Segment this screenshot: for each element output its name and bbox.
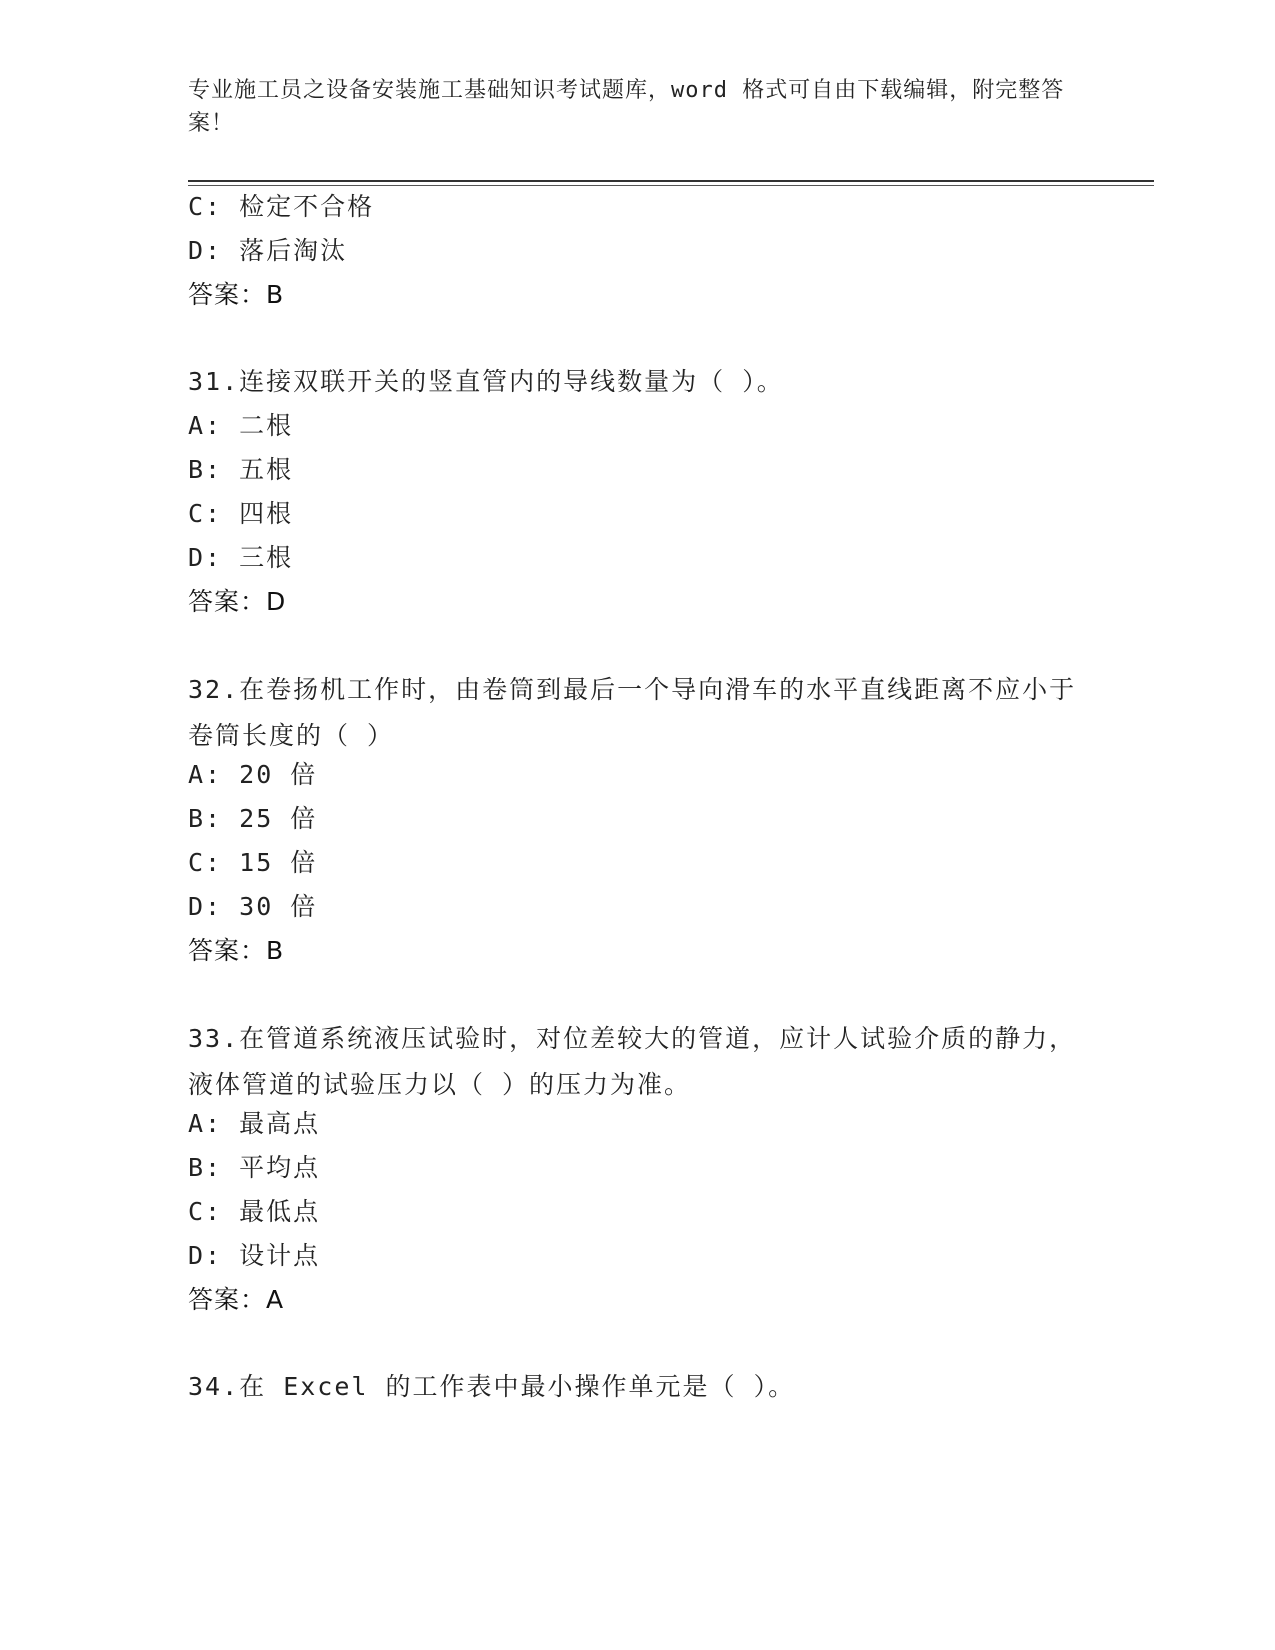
option-d: D: 落后淘汰	[188, 236, 348, 265]
question-stem: 34.在 Excel 的工作表中最小操作单元是（ ）。	[188, 1372, 796, 1401]
option-d: D: 三根	[188, 543, 294, 572]
answer: 答案：B	[188, 936, 285, 965]
option-d: D: 30 倍	[188, 892, 318, 921]
option-b: B: 25 倍	[188, 804, 318, 833]
option-a: A: 最高点	[188, 1109, 321, 1138]
option-c: C: 最低点	[188, 1197, 321, 1226]
option-c: C: 15 倍	[188, 848, 318, 877]
header-divider-thin	[188, 185, 1154, 186]
header-divider	[188, 180, 1154, 182]
answer: 答案：A	[188, 1285, 285, 1314]
question-stem: 31.连接双联开关的竖直管内的导线数量为（ ）。	[188, 367, 784, 396]
question-stem: 33.在管道系统液压试验时，对位差较大的管道，应计人试验介质的静力，液体管道的试验压力以（ ）的压力为准。	[188, 1024, 1077, 1099]
option-d: D: 设计点	[188, 1241, 321, 1270]
question-stem: 32.在卷扬机工作时，由卷筒到最后一个导向滑车的水平直线距离不应小于卷筒长度的（ ）	[188, 675, 1077, 750]
option-c: C: 检定不合格	[188, 192, 375, 221]
answer: 答案：D	[188, 587, 287, 616]
option-a: A: 二根	[188, 411, 294, 440]
document-header: 专业施工员之设备安装施工基础知识考试题库，word 格式可自由下载编辑，附完整答案！	[188, 78, 1065, 136]
option-b: B: 五根	[188, 455, 294, 484]
answer: 答案：B	[188, 280, 285, 309]
option-b: B: 平均点	[188, 1153, 321, 1182]
option-a: A: 20 倍	[188, 760, 318, 789]
option-c: C: 四根	[188, 499, 294, 528]
